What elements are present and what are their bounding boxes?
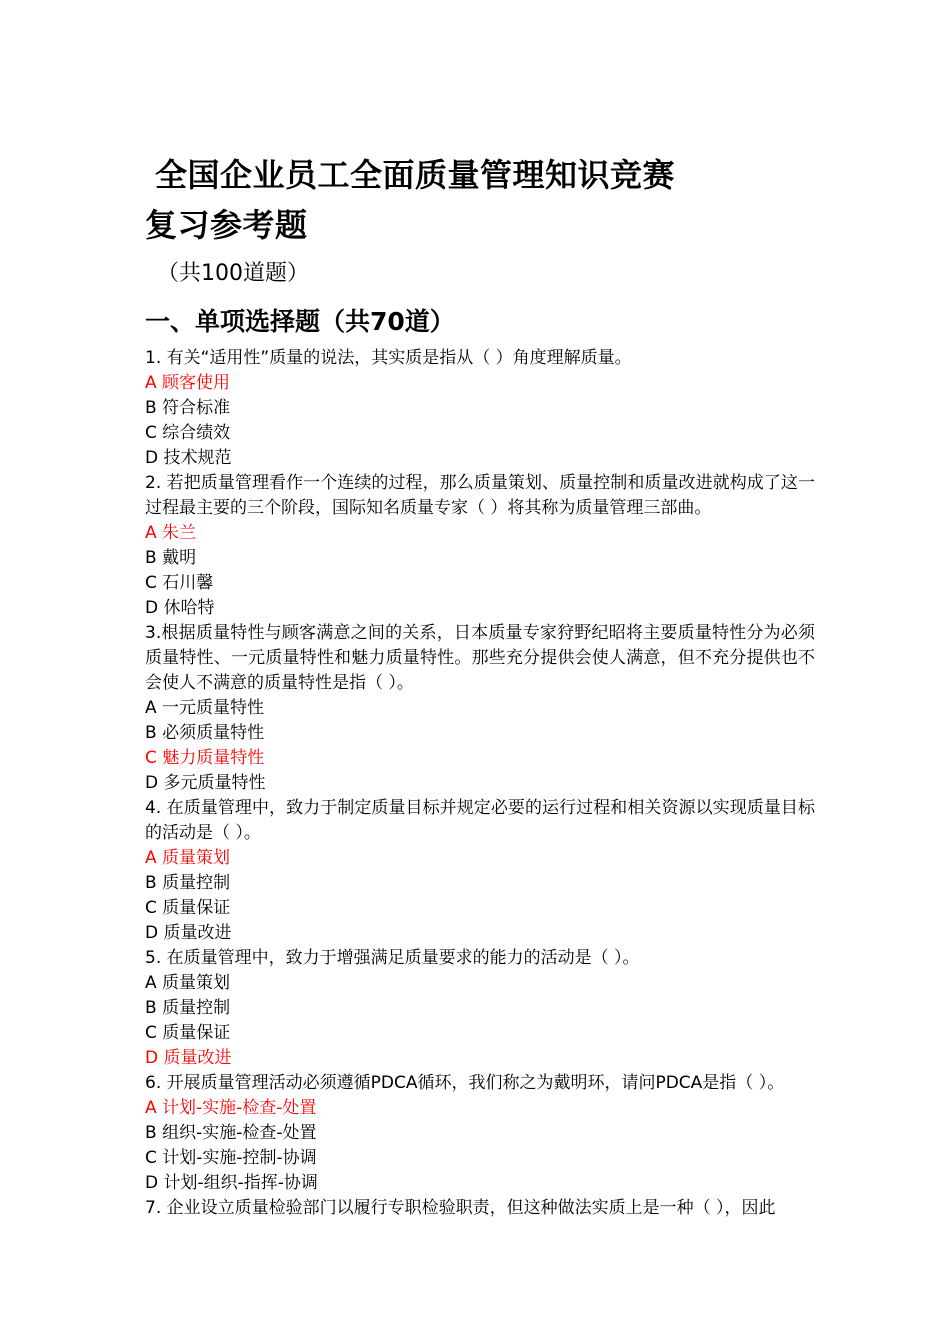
answer-option: A 一元质量特性 (145, 698, 265, 718)
answer-option: B 符合标准 (145, 398, 231, 418)
document-title-line-2: 复习参考题 (145, 206, 308, 244)
document-page (145, 150, 815, 1221)
answer-option: B 必须质量特性 (145, 723, 265, 743)
answer-option: D 质量改进 (145, 923, 232, 943)
answer-option-correct: A 计划-实施-检查-处置 (145, 1098, 317, 1118)
answer-option: D 计划-组织-指挥-协调 (145, 1173, 318, 1193)
document-subtitle: （共100道题） (157, 261, 309, 286)
answer-option-correct: C 魅力质量特性 (145, 748, 265, 768)
answer-option: D 技术规范 (145, 448, 232, 468)
answer-option: C 综合绩效 (145, 423, 231, 443)
question-text: 3.根据质量特性与顾客满意之间的关系，日本质量专家狩野纪昭将主要质量特性分为必须质量特性、一元质量特性和魅力质量特性。那些充分提供会使人满意，但不充分提供也不会使人不满意的质量特性是指（ ）。 (145, 623, 815, 693)
answer-option-correct: A 朱兰 (145, 523, 197, 543)
answer-option: B 质量控制 (145, 998, 231, 1018)
answer-option: D 多元质量特性 (145, 773, 266, 793)
question-list (145, 346, 815, 1221)
answer-option: C 石川馨 (145, 573, 214, 593)
question-text: 4. 在质量管理中，致力于制定质量目标并规定必要的运行过程和相关资源以实现质量目标的活动是（ ）。 (145, 798, 815, 843)
answer-option: C 计划-实施-控制-协调 (145, 1148, 317, 1168)
answer-option: B 质量控制 (145, 873, 231, 893)
answer-option: B 组织-实施-检查-处置 (145, 1123, 317, 1143)
answer-option-correct: A 质量策划 (145, 848, 231, 868)
section-heading: 一、单项选择题（共70道） (145, 307, 455, 336)
question-text: 6. 开展质量管理活动必须遵循PDCA循环，我们称之为戴明环，请问PDCA是指（ ）。 (145, 1073, 785, 1093)
answer-option: C 质量保证 (145, 898, 231, 918)
question-text: 1. 有关“适用性”质量的说法，其实质是指从（ ）角度理解质量。 (145, 348, 632, 368)
question-text: 5. 在质量管理中，致力于增强满足质量要求的能力的活动是（ ）。 (145, 948, 640, 968)
answer-option-correct: A 顾客使用 (145, 373, 231, 393)
answer-option-correct: D 质量改进 (145, 1048, 232, 1068)
answer-option: A 质量策划 (145, 973, 231, 993)
answer-option: C 质量保证 (145, 1023, 231, 1043)
document-title-line-1: 全国企业员工全面质量管理知识竞赛 (155, 156, 676, 194)
question-text: 2. 若把质量管理看作一个连续的过程，那么质量策划、质量控制和质量改进就构成了这一过程最主要的三个阶段，国际知名质量专家（ ）将其称为质量管理三部曲。 (145, 473, 815, 518)
question-text: 7. 企业设立质量检验部门以履行专职检验职责，但这种做法实质上是一种（ ），因此 (145, 1198, 776, 1218)
answer-option: D 休哈特 (145, 598, 215, 618)
answer-option: B 戴明 (145, 548, 197, 568)
